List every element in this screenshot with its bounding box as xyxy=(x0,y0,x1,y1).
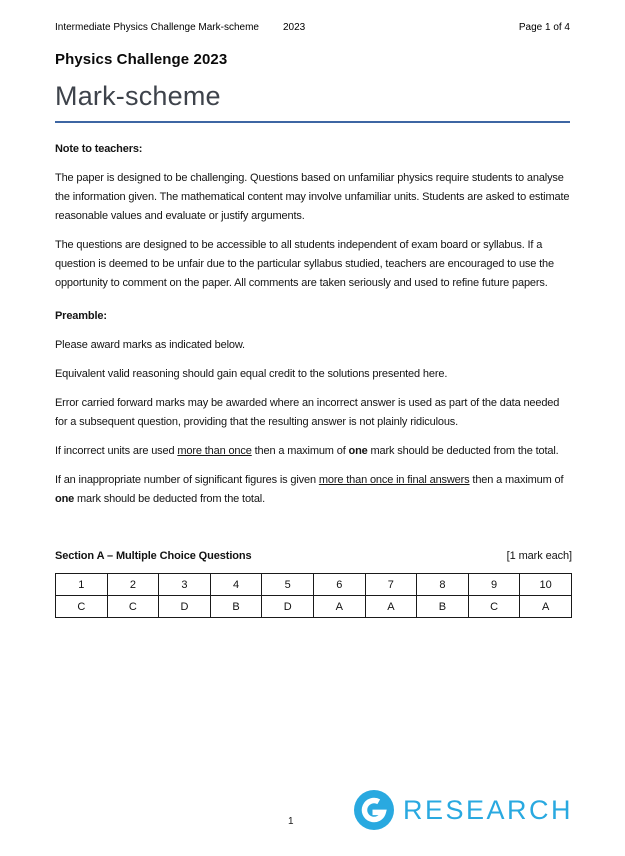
text-run: one xyxy=(55,493,75,505)
logo-text: RESEARCH xyxy=(402,794,573,825)
question-number-cell: 10 xyxy=(520,574,572,596)
footer-page-number: 1 xyxy=(288,816,294,827)
section-a-heading-row xyxy=(55,550,572,562)
answer-cell: C xyxy=(107,596,159,618)
paragraph-heading xyxy=(55,307,570,326)
text-run: one xyxy=(348,445,368,457)
text-run: more than once xyxy=(177,445,252,457)
paragraph xyxy=(55,236,570,293)
paragraph xyxy=(55,365,570,384)
answer-cell: D xyxy=(262,596,314,618)
answer-cell: A xyxy=(313,596,365,618)
answer-cell: C xyxy=(56,596,108,618)
answer-cell: B xyxy=(417,596,469,618)
header-document-title: Intermediate Physics Challenge Mark-scheme xyxy=(55,22,259,33)
text-run: Note to teachers: xyxy=(55,143,143,155)
section-a-heading: Section A – Multiple Choice Questions xyxy=(55,550,252,562)
paragraph xyxy=(55,394,570,432)
text-run: Preamble: xyxy=(55,310,107,322)
question-number-cell: 2 xyxy=(107,574,159,596)
text-run: The paper is designed to be challenging. Questions based on unfamiliar physics require students to analyse the information given. The mathematical content may involve unfamiliar units. Students are asked to estimate reasonable values and evaluate or justify arguments. xyxy=(55,172,570,222)
answer-cell: A xyxy=(520,596,572,618)
body-text xyxy=(55,140,570,509)
question-number-cell: 6 xyxy=(313,574,365,596)
g-circle-icon xyxy=(354,790,394,830)
paragraph-heading xyxy=(55,140,570,159)
text-run: Error carried forward marks may be awarded where an incorrect answer is used as part of the data needed for a subsequent question, providing that the resulting answer is not plainly ridiculous. xyxy=(55,397,560,428)
text-run: then a maximum of xyxy=(469,474,564,486)
text-run: Please award marks as indicated below. xyxy=(55,339,245,351)
answer-row xyxy=(56,596,572,618)
text-run: Equivalent valid reasoning should gain equal credit to the solutions presented here. xyxy=(55,368,448,380)
question-number-row xyxy=(56,574,572,596)
section-a xyxy=(55,550,572,618)
paragraph xyxy=(55,442,570,461)
main-title: Mark-scheme xyxy=(55,81,570,123)
marks-note: [1 mark each] xyxy=(506,550,572,562)
question-number-cell: 1 xyxy=(56,574,108,596)
paragraph xyxy=(55,336,570,355)
question-number-cell: 8 xyxy=(417,574,469,596)
question-number-cell: 7 xyxy=(365,574,417,596)
text-run: mark should be deducted from the total. xyxy=(74,493,265,505)
answer-cell: B xyxy=(210,596,262,618)
answer-cell: A xyxy=(365,596,417,618)
question-number-cell: 9 xyxy=(468,574,520,596)
header-page-count: Page 1 of 4 xyxy=(518,22,570,33)
text-run: mark should be deducted from the total. xyxy=(367,445,559,457)
text-run: The questions are designed to be accessible to all students independent of exam board or syllabus. If a question is deemed to be unfair due to the particular syllabus studied, teachers are encouraged to use the opportunity to comment on the paper. All comments are taken seriously and used to refine future papers. xyxy=(55,239,554,289)
paragraph xyxy=(55,471,570,509)
paragraph xyxy=(55,169,570,226)
g-research-logo xyxy=(354,790,573,830)
answers-table xyxy=(55,573,572,618)
text-run: If incorrect units are used xyxy=(55,445,178,457)
page-header xyxy=(55,22,570,33)
question-number-cell: 3 xyxy=(159,574,211,596)
header-year: 2023 xyxy=(282,22,306,33)
text-run: then a maximum of xyxy=(251,445,349,457)
answer-cell: D xyxy=(159,596,211,618)
question-number-cell: 5 xyxy=(262,574,314,596)
question-number-cell: 4 xyxy=(210,574,262,596)
text-run: more than once in final answers xyxy=(318,474,470,486)
text-run: If an inappropriate number of significant figures is given xyxy=(55,474,319,486)
document-title: Physics Challenge 2023 xyxy=(55,51,228,68)
answer-cell: C xyxy=(468,596,520,618)
